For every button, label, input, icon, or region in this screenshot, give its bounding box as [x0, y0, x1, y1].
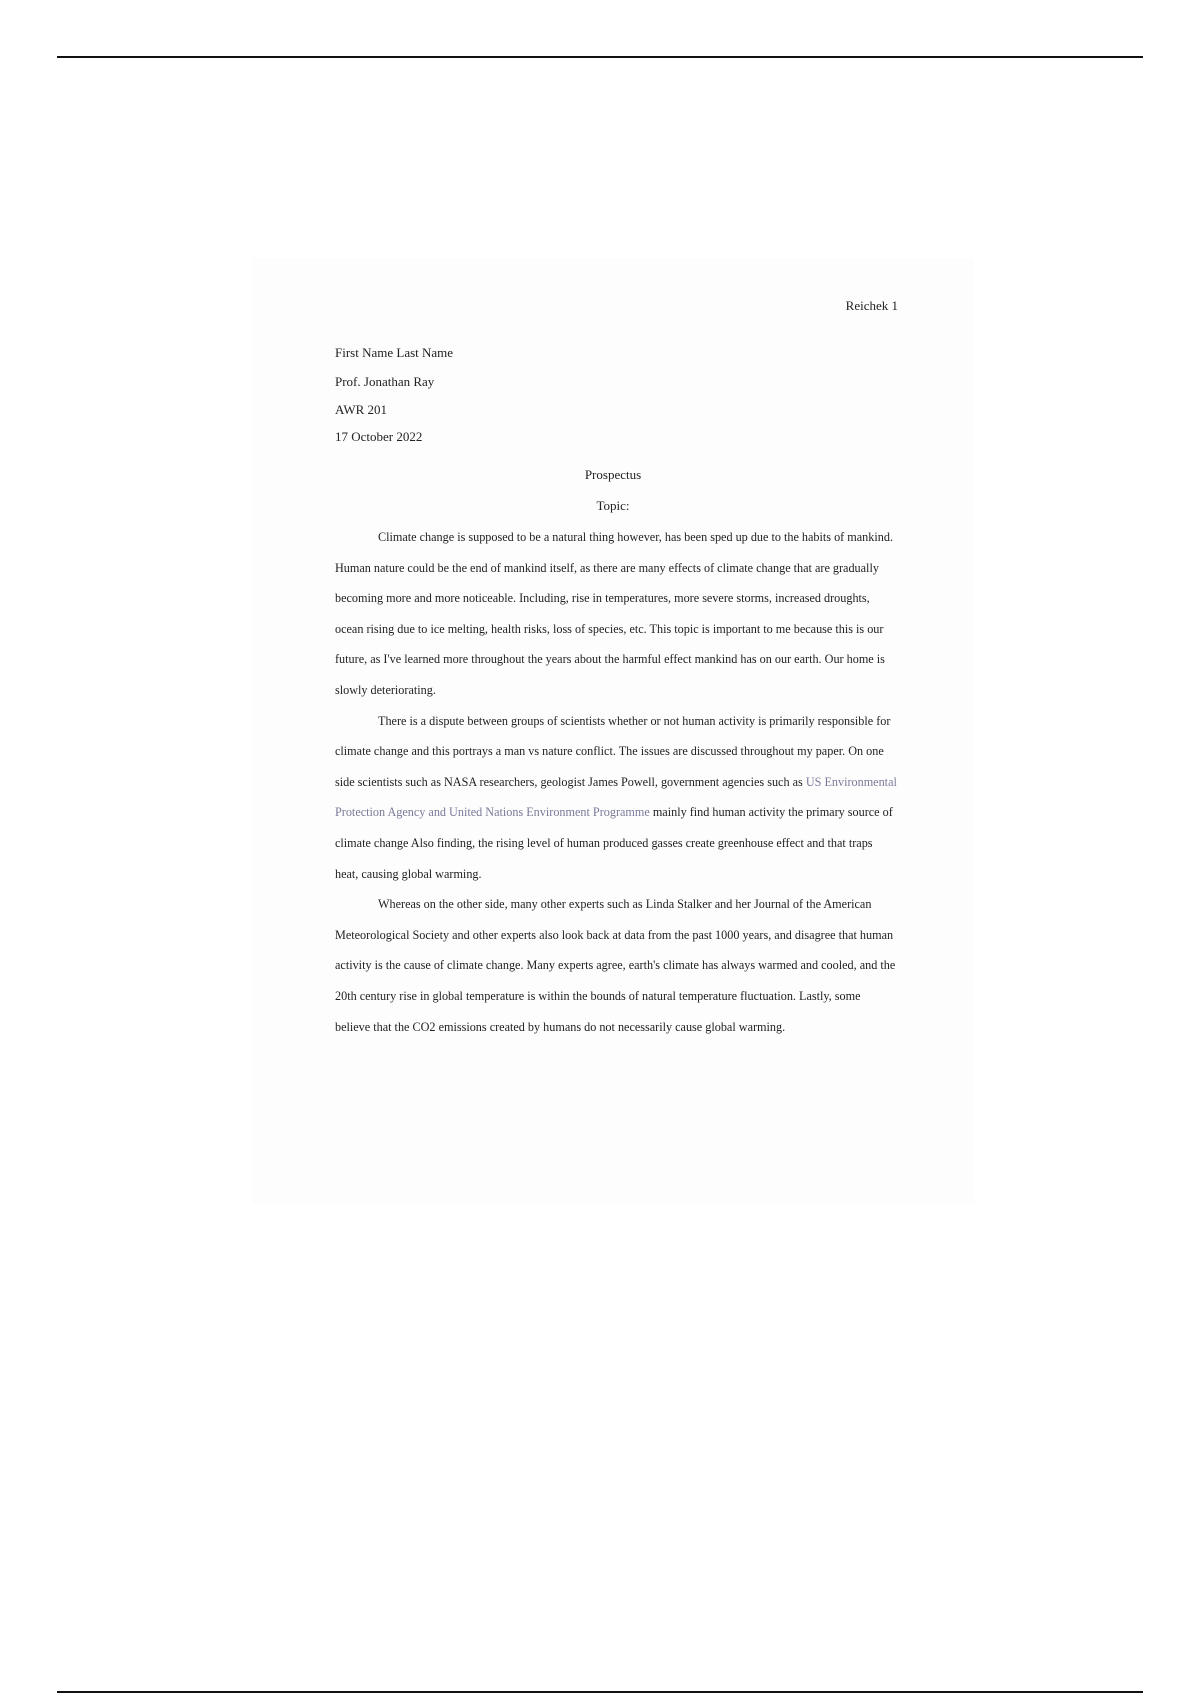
top-divider-rule [57, 56, 1143, 58]
bottom-divider-rule [57, 1691, 1143, 1693]
paragraph-2 [335, 706, 897, 890]
mla-heading [335, 338, 895, 450]
document-date: 17 October 2022 [335, 429, 423, 444]
paragraph-2-text-b: mainly find human activity the primary source of climate change Also finding, the rising level of human produced gasses create greenhouse effect and that traps heat, causing global warming. [335, 805, 893, 881]
body-text [335, 522, 897, 1042]
paragraph-3: Whereas on the other side, many other experts such as Linda Stalker and her Journal of the American Meteorological Society and other experts also look back at data from the past 1000 years, and disagree that human activity is the cause of climate change. Many experts agree, earth's climate has always warmed and cooled, and the 20th century rise in global temperature is within the bounds of natural temperature fluctuation. Lastly, some believe that the CO2 emissions created by humans do not necessarily cause global warming. [335, 897, 896, 1034]
course-name: AWR 201 [335, 402, 388, 417]
professor-name: Prof. Jonathan Ray [335, 374, 435, 389]
student-name: First Name Last Name [335, 345, 454, 360]
agency-link[interactable]: US Environmental Protection Agency and United Nations Environment Programme [335, 774, 897, 820]
running-header: Reichek 1 [845, 298, 898, 313]
section-label: Topic: [596, 498, 630, 513]
paragraph-1: Climate change is supposed to be a natural thing however, has been sped up due to the habits of mankind. Human nature could be the end of mankind itself, as there are many effects of climate change that are gradually becoming more and more noticeable. Including, rise in temperatures, more severe storms, increased droughts, ocean rising due to ice melting, health risks, loss of species, etc. This topic is important to me because this is our future, as I've learned more throughout the years about the harmful effect mankind has on our earth. Our home is slowly deteriorating. [335, 530, 893, 697]
paragraph-2-text-a: There is a dispute between groups of scientists whether or not human activity is primarily responsible for climate change and this portrays a man vs nature conflict. The issues are discussed throughout my paper. On one side scientists such as NASA researchers, geologist James Powell, government agencies such as [335, 713, 891, 789]
document-title: Prospectus [584, 467, 642, 482]
document-page [252, 258, 974, 1204]
